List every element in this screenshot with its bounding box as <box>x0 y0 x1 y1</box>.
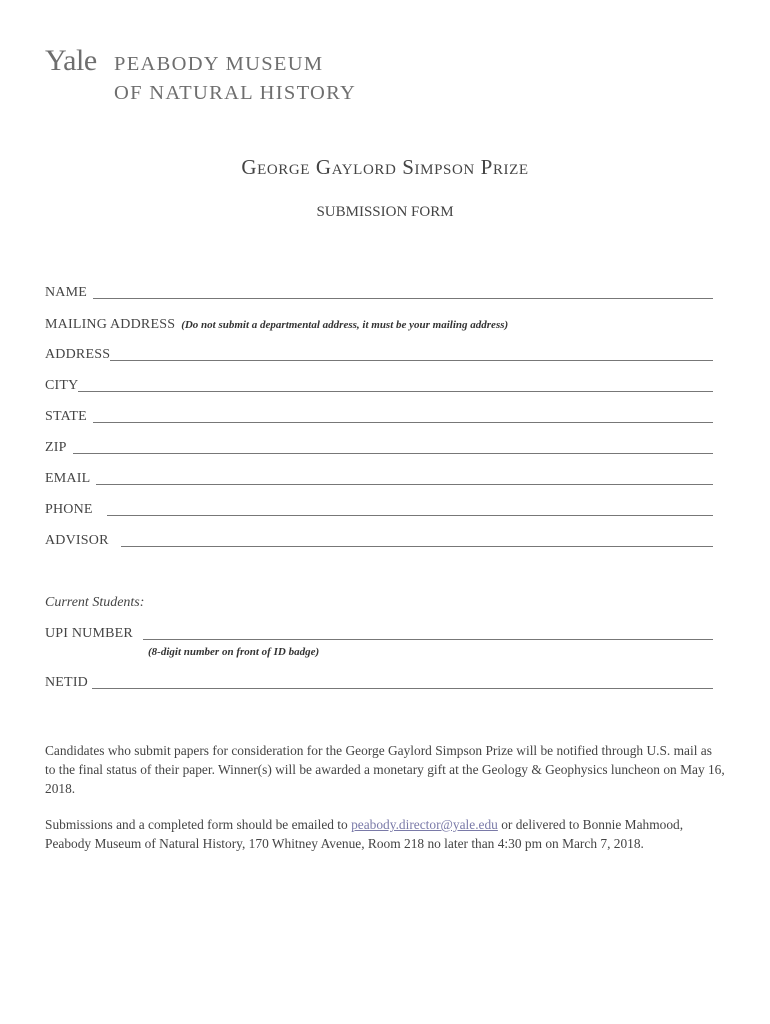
form-title: George Gaylord Simpson Prize <box>241 155 529 179</box>
logo-line-2: OF NATURAL HISTORY <box>114 82 357 104</box>
zip-row <box>45 437 713 457</box>
zip-label: ZIP <box>45 440 67 455</box>
email-row <box>45 468 713 488</box>
phone-label: PHONE <box>45 502 93 517</box>
current-students-heading: Current Students: <box>45 595 145 610</box>
address-row <box>45 344 713 364</box>
phone-row <box>45 499 713 519</box>
advisor-label: ADVISOR <box>45 533 109 548</box>
name-row <box>45 282 713 302</box>
upi-field[interactable] <box>143 625 713 640</box>
city-field[interactable] <box>78 377 713 392</box>
advisor-field[interactable] <box>121 532 713 547</box>
submission-paragraph <box>45 815 725 853</box>
zip-field[interactable] <box>73 439 713 454</box>
advisor-row <box>45 530 713 550</box>
state-field[interactable] <box>93 408 713 423</box>
name-label: NAME <box>45 285 88 300</box>
state-row <box>45 406 713 426</box>
upi-label: UPI NUMBER <box>45 626 133 641</box>
upi-row <box>45 623 713 643</box>
mailing-address-label: MAILING ADDRESS <box>45 317 176 332</box>
netid-label: NETID <box>45 675 88 690</box>
submission-text-before: Submissions and a completed form should be emailed to <box>45 817 352 832</box>
phone-field[interactable] <box>107 501 713 516</box>
email-field[interactable] <box>96 470 713 485</box>
mailing-address-row <box>45 314 713 334</box>
netid-field[interactable] <box>92 674 713 689</box>
logo-yale-wordmark: Yale <box>45 44 97 77</box>
address-label: ADDRESS <box>45 347 111 362</box>
name-field[interactable] <box>93 284 713 299</box>
netid-row <box>45 672 713 692</box>
address-field[interactable] <box>110 346 713 361</box>
state-label: STATE <box>45 409 87 424</box>
notification-paragraph: Candidates who submit papers for consideration for the George Gaylord Simpson Prize will be notified through U.S. mail as to the final status of their paper. Winner(s) will be awarded a monetary gift at the Geology & Geophysics luncheon on May 16, 2018. <box>45 743 725 796</box>
logo-line-1: PEABODY MUSEUM <box>114 53 324 75</box>
email-label: EMAIL <box>45 471 91 486</box>
mailing-address-note: (Do not submit a departmental address, it must be your mailing address) <box>181 319 509 331</box>
form-subtitle: SUBMISSION FORM <box>316 204 454 220</box>
city-label: CITY <box>45 378 79 393</box>
city-row <box>45 375 713 395</box>
submission-text-after: or delivered to Bonnie Mahmood, Peabody Museum of Natural History, 170 Whitney Avenue, Room 218 no later than 4:30 pm on March 7, 2018. <box>45 817 684 851</box>
upi-note: (8-digit number on front of ID badge) <box>148 646 320 658</box>
director-email-link[interactable]: peabody.director@yale.edu <box>351 817 498 832</box>
